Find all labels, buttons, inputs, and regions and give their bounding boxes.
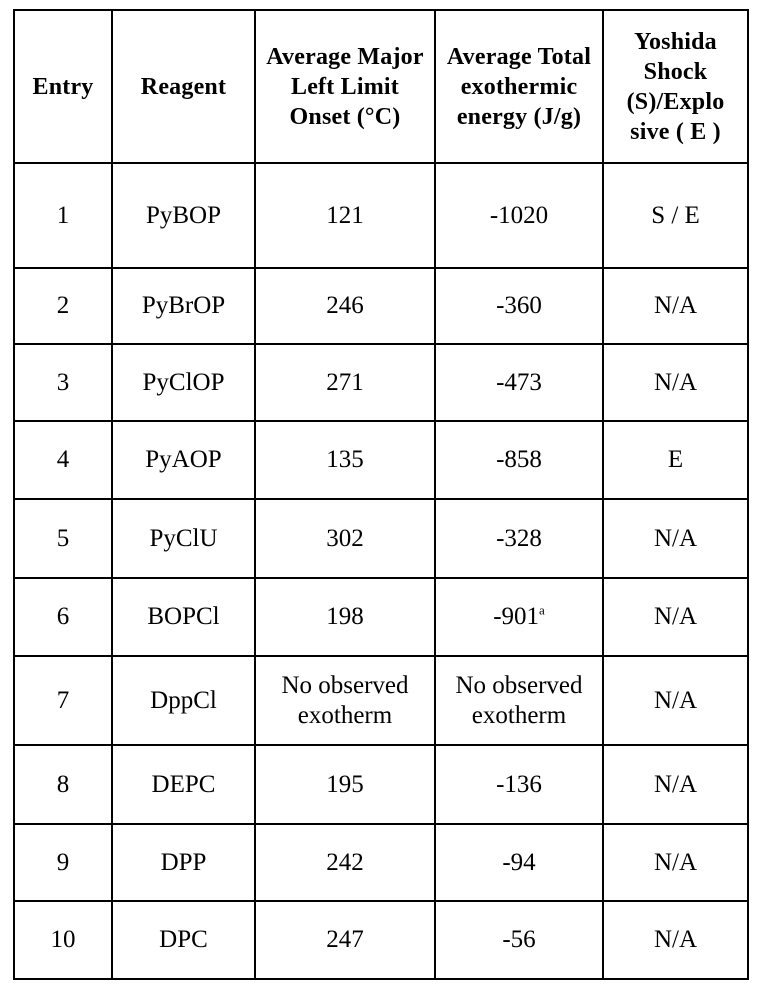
header-yoshida: Yoshida Shock (S)/Explo sive ( E ) [603, 10, 748, 163]
entry-cell [14, 499, 112, 578]
entry-cell [14, 656, 112, 745]
reagent-cell-text: PyClU [149, 524, 218, 552]
table-row [14, 578, 748, 656]
reagent-cell-text: PyBOP [145, 201, 222, 229]
energy-cell-text: -94 [502, 848, 536, 876]
yoshida-cell-text: N/A [653, 524, 698, 552]
onset-cell [255, 824, 435, 901]
reagent-cell [112, 901, 255, 979]
yoshida-cell-text: N/A [653, 926, 698, 953]
yoshida-cell-text: E [667, 446, 684, 473]
energy-cell-text: -360 [496, 292, 542, 319]
header-reagent: Reagent [112, 10, 255, 163]
footnote-marker: a [539, 602, 545, 618]
energy-cell-text: -328 [496, 524, 542, 552]
energy-cell [435, 344, 603, 421]
reagent-cell [112, 344, 255, 421]
header-energy: Average Total exothermic energy (J/g) [435, 10, 603, 163]
onset-cell [255, 745, 435, 824]
entry-cell-text: 4 [56, 446, 70, 473]
yoshida-cell-text: N/A [653, 770, 698, 798]
onset-cell [255, 901, 435, 979]
yoshida-cell [603, 499, 748, 578]
entry-cell [14, 344, 112, 421]
yoshida-cell [603, 901, 748, 979]
entry-cell-text: 1 [56, 201, 70, 229]
yoshida-cell [603, 421, 748, 499]
table-row [14, 344, 748, 421]
reagent-cell [112, 163, 255, 268]
energy-cell-text: -473 [496, 368, 542, 396]
energy-cell-text: -56 [502, 926, 536, 953]
entry-cell [14, 578, 112, 656]
energy-cell-text: -1020 [489, 201, 549, 229]
onset-cell-text: 121 [326, 201, 364, 229]
header-row [14, 10, 748, 163]
entry-cell [14, 268, 112, 344]
onset-cell [255, 421, 435, 499]
reagent-cell-text: DppCl [150, 686, 217, 714]
entry-cell [14, 421, 112, 499]
entry-cell-text: 6 [56, 603, 70, 630]
yoshida-cell-text: S / E [651, 201, 700, 229]
yoshida-cell-text: N/A [653, 292, 698, 319]
entry-cell-text: 9 [56, 848, 70, 876]
reagent-cell [112, 421, 255, 499]
yoshida-cell-text: N/A [653, 686, 698, 714]
header-entry: Entry [14, 10, 112, 163]
onset-cell-text: No observed exotherm [281, 671, 409, 729]
reagent-cell [112, 499, 255, 578]
onset-cell [255, 344, 435, 421]
entry-cell-text: 7 [56, 686, 70, 714]
table-row [14, 499, 748, 578]
energy-cell [435, 901, 603, 979]
header-onset: Average Major Left Limit Onset (°C) [255, 10, 435, 163]
energy-cell [435, 578, 603, 656]
reagent-cell-text: PyBrOP [141, 292, 226, 319]
reagent-cell-text: BOPCl [147, 603, 220, 630]
entry-cell-text: 8 [56, 770, 70, 798]
onset-cell-text: 246 [326, 292, 364, 319]
yoshida-cell [603, 745, 748, 824]
table-body [14, 163, 748, 979]
reagent-cell-text: PyClOP [142, 368, 225, 396]
reagent-cell [112, 824, 255, 901]
energy-cell [435, 656, 603, 745]
energy-cell [435, 268, 603, 344]
reagent-cell-text: DPC [159, 926, 208, 953]
onset-cell-text: 271 [326, 368, 364, 396]
yoshida-cell [603, 578, 748, 656]
table-row [14, 163, 748, 268]
reagent-cell [112, 745, 255, 824]
reagent-cell-text: DEPC [151, 770, 216, 798]
reagent-cell [112, 656, 255, 745]
reagent-cell-text: DPP [160, 848, 207, 876]
onset-cell-text: 247 [326, 926, 364, 953]
yoshida-cell-text: N/A [653, 368, 698, 396]
yoshida-cell-text: N/A [653, 848, 698, 876]
table-row [14, 421, 748, 499]
energy-cell [435, 499, 603, 578]
yoshida-cell [603, 268, 748, 344]
onset-cell-text: 242 [326, 848, 364, 876]
entry-cell-text: 2 [56, 292, 70, 319]
energy-cell-text: -901 [493, 603, 540, 630]
yoshida-cell [603, 824, 748, 901]
entry-cell-text: 5 [56, 524, 70, 552]
onset-cell-text: 135 [326, 446, 364, 473]
energy-cell [435, 824, 603, 901]
onset-cell-text: 302 [326, 524, 364, 552]
energy-cell [435, 745, 603, 824]
yoshida-cell [603, 656, 748, 745]
table-row [14, 901, 748, 979]
energy-cell-text: -858 [496, 446, 542, 473]
reagent-cell [112, 578, 255, 656]
yoshida-cell-text: N/A [653, 603, 698, 630]
yoshida-cell [603, 163, 748, 268]
onset-cell [255, 656, 435, 745]
energy-cell [435, 163, 603, 268]
reagent-cell-text: PyAOP [145, 446, 222, 473]
table-row [14, 745, 748, 824]
table-row [14, 656, 748, 745]
entry-cell [14, 901, 112, 979]
onset-cell [255, 268, 435, 344]
table-row [14, 824, 748, 901]
entry-cell [14, 745, 112, 824]
energy-cell [435, 421, 603, 499]
onset-cell-text: 195 [326, 770, 364, 798]
onset-cell-text: 198 [326, 603, 364, 630]
yoshida-cell [603, 344, 748, 421]
reagent-cell [112, 268, 255, 344]
onset-cell [255, 163, 435, 268]
reagent-safety-table [13, 9, 749, 980]
entry-cell-text: 3 [56, 368, 70, 396]
table-row [14, 268, 748, 344]
entry-cell [14, 824, 112, 901]
energy-cell-text: No observed exotherm [455, 671, 583, 729]
energy-cell-text: -136 [496, 770, 542, 798]
entry-cell-text: 10 [50, 926, 76, 953]
onset-cell [255, 578, 435, 656]
onset-cell [255, 499, 435, 578]
entry-cell [14, 163, 112, 268]
